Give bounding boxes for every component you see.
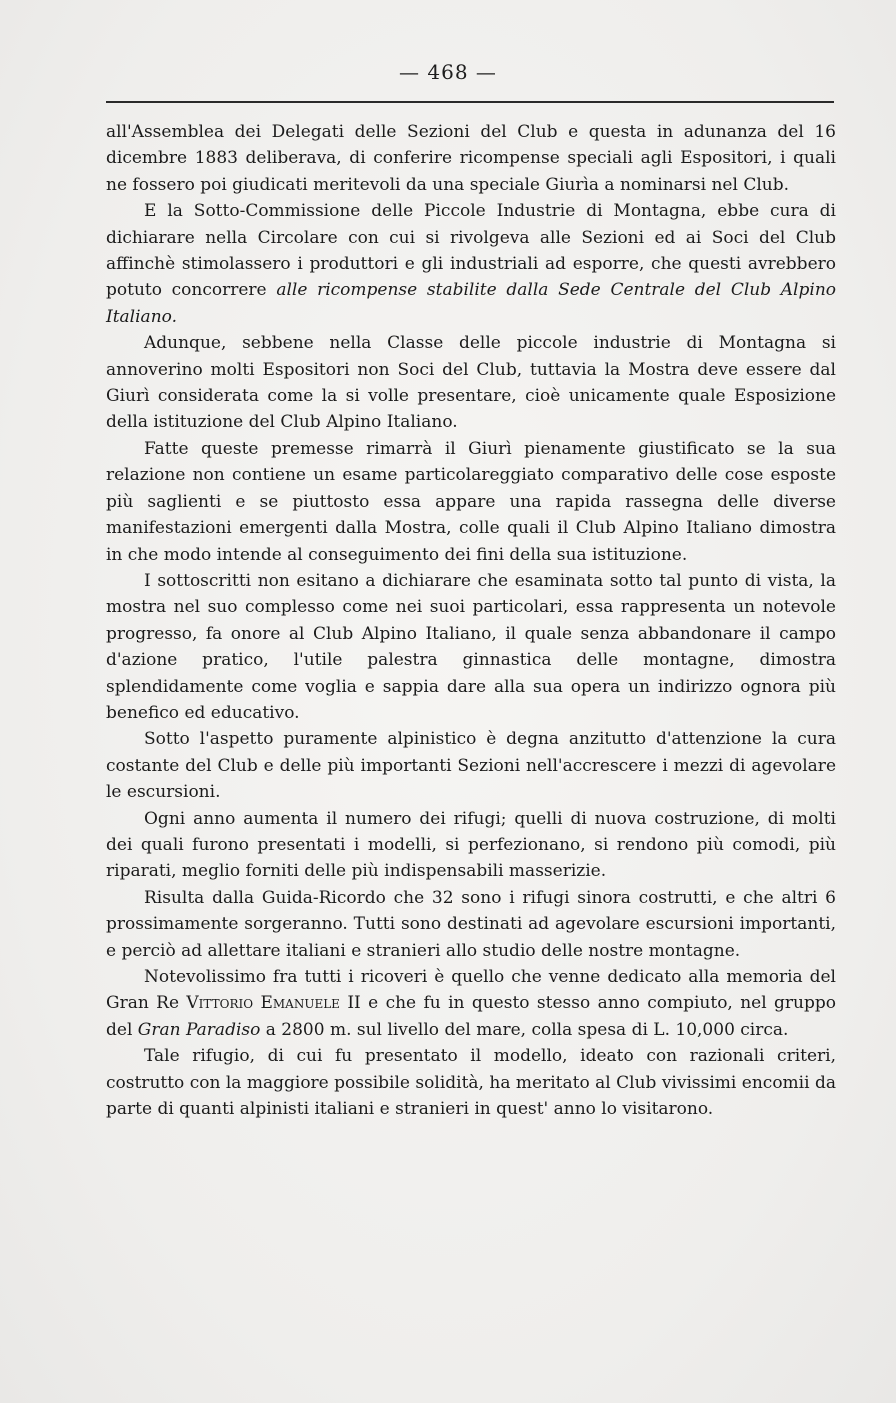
paragraph-text: II e che fu in questo stesso anno compiuto, nel gruppo del: [106, 993, 836, 1040]
paragraph: Adunque, sebbene nella Classe delle piccole industrie di Montagna si annoverino molti Espositori non Soci del Club, tuttavia la Mostra deve essere dal Giurì considerata come la si volle presentare, cioè unicamente quale Esposizione della istituzione del Club Alpino Italiano.: [106, 333, 836, 433]
paragraph: I sottoscritti non esitano a dichiarare che esaminata sotto tal punto di vista, la mostra nel suo complesso come nei suoi particolari, essa rappresenta un notevole progresso, fa onore al Club Alpino Italiano, il quale senza abbandonare il campo d'azione pratico, l'utile palestra ginnastica delle montagne, dimostra splendidamente come voglia e sappia dare alla sua opera un indirizzo ognora più benefico ed educativo.: [106, 570, 836, 723]
paragraph-text: Notevolissimo fra tutti i ricoveri è quello che venne dedicato alla memoria del Gran Re: [106, 967, 836, 1014]
body-text: [106, 119, 836, 1122]
paragraph: Sotto l'aspetto puramente alpinistico è degna anzitutto d'attenzione la cura costante del Club e delle più importanti Sezioni nell'accrescere i mezzi di agevolare le escursioni.: [106, 729, 836, 803]
page-number: — 468 —: [399, 60, 497, 84]
paragraph-text: E la Sotto-Commissione delle Piccole Industrie di Montagna, ebbe cura di dichiarare nella Circolare con cui si rivolgeva alle Sezioni ed ai Soci del Club affinchè stimolassero i produttori e gli industriali ad esporre, che questi avrebbero potuto concorrere: [106, 201, 836, 301]
paragraph: Ogni anno aumenta il numero dei rifugi; quelli di nuova costruzione, di molti dei quali furono presentati i modelli, si perfezionano, si rendono più comodi, più riparati, meglio forniti delle più indispensabili masserizie.: [106, 808, 836, 882]
paragraph-text: a 2800 m. sul livello del mare, colla spesa di L. 10,000 circa.: [260, 1019, 789, 1040]
paragraph: [106, 964, 836, 1043]
king-name: Vittorio Emanuele: [186, 993, 340, 1014]
paragraph: Tale rifugio, di cui fu presentato il modello, ideato con razionali criteri, costrutto con la maggiore possibile solidità, ha meritato al Club vivissimi encomii da parte di quanti alpinisti italiani e stranieri in quest' anno lo visitarono.: [106, 1046, 836, 1120]
paragraph: Fatte queste premesse rimarrà il Giurì pienamente giustificato se la sua relazione non contiene un esame particolareggiato comparativo delle cose esposte più saglienti e se piuttosto essa appare una rapida rassegna delle diverse manifestazioni emergenti dalla Mostra, colle quali il Club Alpino Italiano dimostra in che modo intende al conseguimento dei fini della sua istituzione.: [106, 438, 836, 565]
paragraph: all'Assemblea dei Delegati delle Sezioni del Club e questa in adunanza del 16 dicembre 1883 deliberava, di conferire ricompense speciali agli Espositori, i quali ne fossero poi giudicati meritevoli da una speciale Giurìa a nominarsi nel Club.: [106, 122, 836, 195]
paragraph: [106, 198, 836, 330]
italic-phrase: alle ricompense stabilite dalla Sede Centrale del Club Alpino Italiano.: [106, 280, 837, 327]
italic-place-name: Gran Paradiso: [137, 1019, 261, 1040]
paragraph: Risulta dalla Guida-Ricordo che 32 sono i rifugi sinora costrutti, e che altri 6 prossimamente sorgeranno. Tutti sono destinati ad agevolare escursioni importanti, e perciò ad allettare italiani e stranieri allo studio delle nostre montagne.: [106, 887, 836, 961]
header-rule: [106, 101, 834, 103]
